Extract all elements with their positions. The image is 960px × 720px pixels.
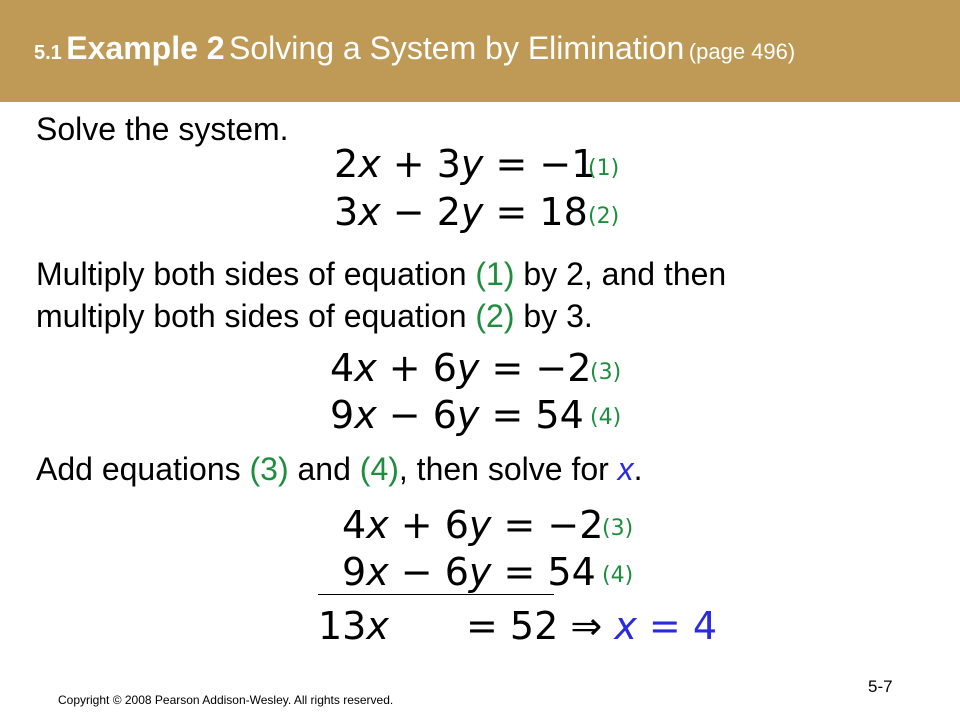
equation-3: 4x + 6y = −2: [330, 346, 592, 390]
sum-eq4-coef-y: 6: [444, 550, 469, 594]
step3-variable: x: [617, 451, 634, 487]
slide-title: [34, 30, 795, 67]
section-number: 5.1: [34, 42, 62, 64]
copyright-notice: Copyright © 2008 Pearson Addison-Wesley. All rights reserved.: [58, 693, 394, 707]
eq3-op: +: [388, 346, 421, 390]
step2-line1-tail: by 2, and then: [514, 256, 727, 292]
sum-eq3-rhs: −2: [547, 503, 604, 547]
eq1-op: +: [392, 142, 425, 186]
eq4-rhs: 54: [535, 393, 584, 437]
equation-2: 3x − 2y = 18: [334, 190, 588, 234]
sum-eq4-rhs: 54: [547, 550, 596, 594]
sum-eq3-op: +: [400, 503, 433, 547]
step2-line2-tail: by 3.: [514, 298, 593, 334]
eq3-label: (3): [590, 360, 622, 385]
eq2-label: (2): [588, 204, 620, 229]
sum-eq3-coef-y: 6: [444, 503, 469, 547]
result-coef: 13: [318, 604, 367, 648]
equation-1: 2x + 3y = −1: [334, 142, 596, 186]
sum-eq4-coef-x: 9: [342, 550, 367, 594]
eq4-op: −: [388, 393, 421, 437]
eq2-op: −: [392, 190, 425, 234]
eq3-coef-y: 6: [432, 346, 457, 390]
eq1-label: (1): [588, 156, 620, 181]
sum-equation-4: 9x − 6y = 54: [342, 550, 596, 594]
eq3-coef-x: 4: [330, 346, 355, 390]
eq1-coef-y: 3: [436, 142, 461, 186]
step2-line1: [36, 253, 726, 295]
step2-line1-text: Multiply both sides of equation: [36, 256, 476, 292]
sum-equation-3: 4x + 6y = −2: [342, 503, 604, 547]
eq3-rhs: −2: [535, 346, 592, 390]
step2-line2-text: multiply both sides of equation: [36, 298, 476, 334]
title-main: Solving a System by Elimination: [229, 30, 685, 66]
result-rhs: 52: [509, 604, 559, 648]
step3-period: .: [633, 451, 643, 487]
eq1-rhs: −1: [539, 142, 596, 186]
sum-eq3-label: (3): [602, 516, 634, 541]
eq2-rhs: 18: [539, 190, 588, 234]
step3-part-b: and: [288, 451, 360, 487]
step3-part-c: , then solve for: [398, 451, 618, 487]
sum-rule-line: [318, 594, 554, 595]
sum-result-right: = 52 ⇒ x = 4: [466, 604, 717, 648]
sum-eq4-op: −: [400, 550, 433, 594]
eq4-coef-x: 9: [330, 393, 355, 437]
step1-text: Solve the system.: [36, 111, 289, 147]
eq4-coef-y: 6: [432, 393, 457, 437]
sum-eq4-label: (4): [602, 563, 634, 588]
implies-arrow: ⇒: [570, 604, 603, 648]
slide-number: 5-7: [868, 677, 893, 696]
step2-ref-2: (2): [475, 298, 515, 334]
step2-ref-1: (1): [475, 256, 515, 292]
step3-part-a: Add equations: [36, 451, 250, 487]
step2-text: [36, 253, 726, 337]
step2-line2: [36, 295, 726, 337]
sum-eq3-coef-x: 4: [342, 503, 367, 547]
eq1-coef-x: 2: [334, 142, 359, 186]
answer-value: 4: [692, 604, 717, 648]
equation-4: 9x − 6y = 54: [330, 393, 584, 437]
answer-variable: x: [614, 604, 637, 648]
title-bar: [0, 0, 960, 102]
eq4-label: (4): [590, 405, 622, 430]
step3-ref-4: (4): [359, 451, 399, 487]
example-label: Example 2: [66, 30, 225, 66]
eq2-coef-y: 2: [436, 190, 461, 234]
sum-result-left: 13x: [318, 604, 389, 648]
step3-ref-3: (3): [249, 451, 289, 487]
eq2-coef-x: 3: [334, 190, 359, 234]
step3-text: [36, 448, 643, 490]
page-reference: (page 496): [688, 39, 796, 64]
